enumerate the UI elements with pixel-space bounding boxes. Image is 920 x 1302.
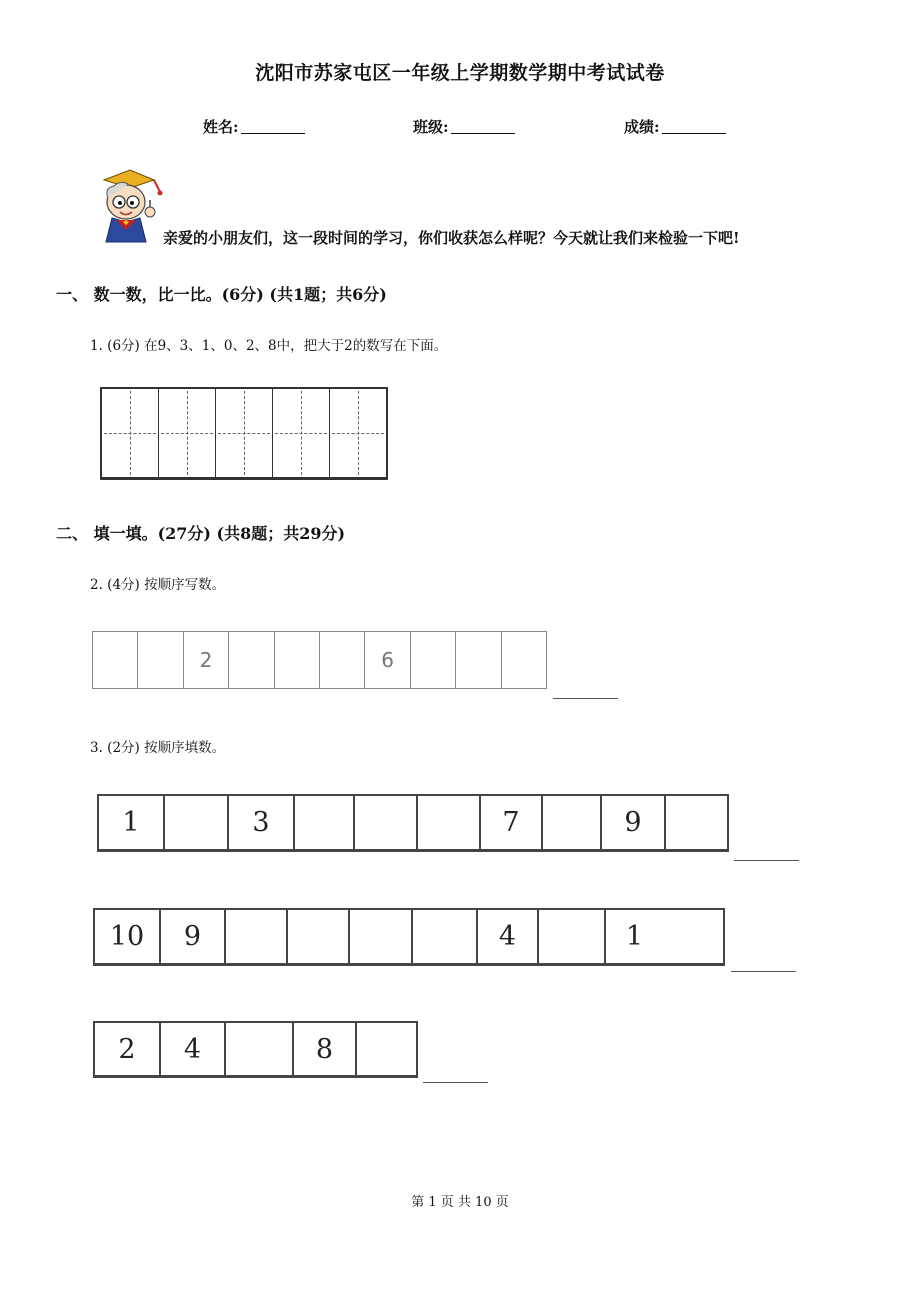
name-blank[interactable]	[241, 118, 305, 134]
tianzi-grid[interactable]	[100, 387, 388, 480]
section-2-title: 二、 填一填。(27分) (共8题；共29分)	[56, 524, 346, 543]
number-cell[interactable]: 1	[99, 796, 165, 849]
number-cell[interactable]	[355, 796, 418, 849]
number-cell[interactable]	[288, 910, 350, 963]
q3-answer-line-2[interactable]	[731, 971, 796, 972]
number-cell[interactable]	[456, 632, 501, 688]
number-cell[interactable]	[539, 910, 606, 963]
number-cell[interactable]	[93, 632, 138, 688]
number-cell[interactable]	[295, 796, 355, 849]
page-title: 沈阳市苏家屯区一年级上学期数学期中考试试卷	[255, 62, 665, 84]
question-3-text: 3. (2分) 按顺序填数。	[90, 740, 226, 756]
number-cell[interactable]	[138, 632, 183, 688]
grid-cell[interactable]	[102, 389, 159, 477]
number-cell[interactable]: 8	[294, 1023, 357, 1075]
number-cell[interactable]: 4	[478, 910, 539, 963]
number-cell[interactable]	[502, 632, 546, 688]
number-cell[interactable]: 6	[365, 632, 410, 688]
number-cell[interactable]	[226, 1023, 294, 1075]
number-cell[interactable]: 3	[229, 796, 295, 849]
score-label: 成绩:	[624, 118, 660, 136]
number-cell[interactable]: 2	[95, 1023, 161, 1075]
number-cell[interactable]: 1	[625, 921, 644, 952]
grid-cell[interactable]	[216, 389, 273, 477]
score-blank[interactable]	[662, 118, 726, 134]
number-cell[interactable]	[413, 910, 478, 963]
name-field	[203, 116, 305, 137]
mascot-icon	[90, 168, 168, 246]
number-cell[interactable]: 7	[481, 796, 543, 849]
section-1-title: 一、 数一数，比一比。(6分) (共1题；共6分)	[56, 285, 387, 304]
class-field	[413, 116, 515, 137]
q2-answer-line[interactable]	[553, 698, 618, 699]
page-footer: 第 1 页 共 10 页	[411, 1195, 509, 1210]
question-1-text: 1. (6分) 在9、3、1、0、2、8中，把大于2的数写在下面。	[90, 338, 448, 354]
grid-cell[interactable]	[273, 389, 330, 477]
number-cell[interactable]	[543, 796, 602, 849]
q3-answer-line-3[interactable]	[423, 1082, 488, 1083]
q3-row-2	[93, 908, 725, 966]
q3-answer-line-1[interactable]	[734, 860, 799, 861]
q2-number-row	[92, 631, 547, 689]
name-label: 姓名:	[203, 118, 239, 136]
q3-row-1	[97, 794, 729, 852]
number-cell[interactable]: 10	[95, 910, 161, 963]
number-cell[interactable]	[666, 796, 727, 849]
score-field	[624, 116, 726, 137]
question-2-text: 2. (4分) 按顺序写数。	[90, 577, 226, 593]
number-cell[interactable]	[411, 632, 456, 688]
grid-cell[interactable]	[330, 389, 386, 477]
greeting-text: 亲爱的小朋友们，这一段时间的学习，你们收获怎么样呢？今天就让我们来检验一下吧!	[163, 229, 740, 247]
number-cell[interactable]	[418, 796, 481, 849]
number-cell[interactable]: 4	[161, 1023, 226, 1075]
number-cell[interactable]	[357, 1023, 416, 1075]
class-label: 班级:	[413, 118, 449, 136]
number-cell[interactable]	[226, 910, 288, 963]
grid-cell[interactable]	[159, 389, 216, 477]
number-cell[interactable]: 9	[602, 796, 666, 849]
number-cell[interactable]	[275, 632, 320, 688]
number-cell[interactable]	[320, 632, 365, 688]
q3-row-3	[93, 1021, 418, 1078]
class-blank[interactable]	[451, 118, 515, 134]
number-cell[interactable]: 9	[161, 910, 226, 963]
number-cell[interactable]	[229, 632, 274, 688]
number-cell[interactable]	[350, 910, 413, 963]
number-cell[interactable]	[165, 796, 229, 849]
number-cell[interactable]: 2	[184, 632, 229, 688]
